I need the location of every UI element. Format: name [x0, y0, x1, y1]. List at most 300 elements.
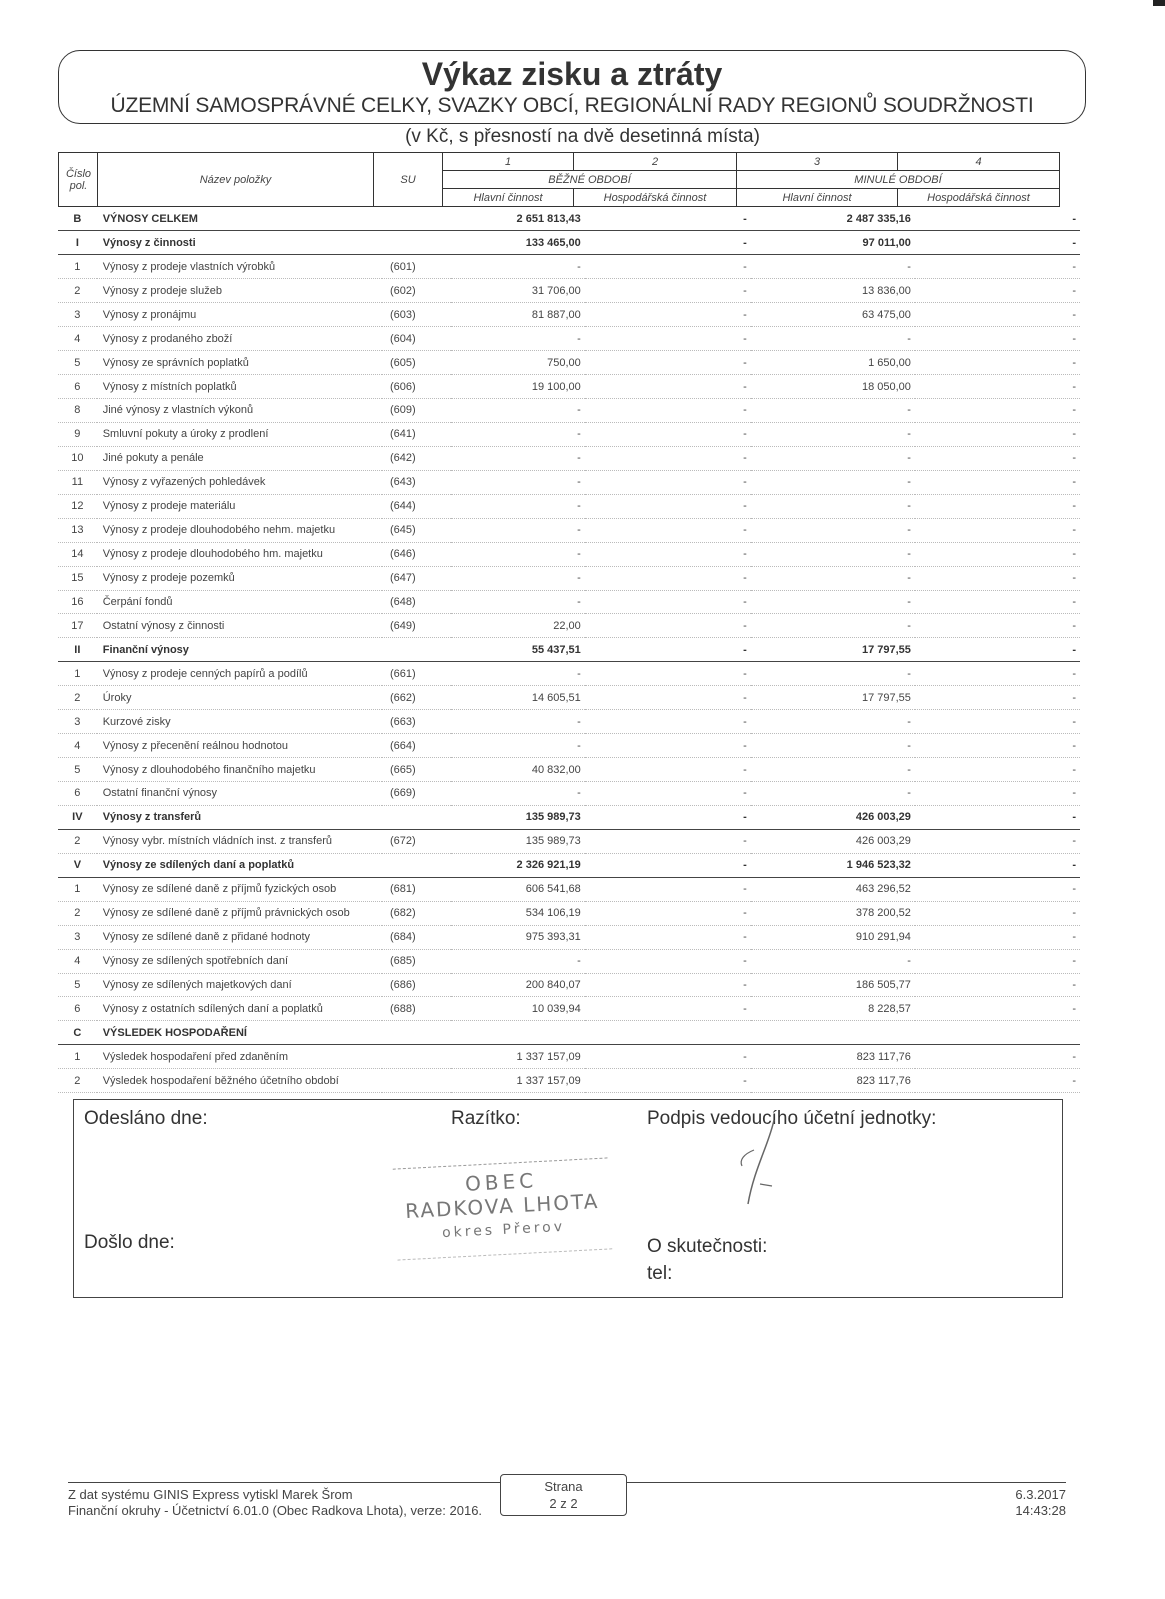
value-current-main: - [451, 662, 584, 686]
value-previous-economic: - [915, 590, 1080, 614]
row-number: C [58, 1021, 97, 1045]
item-name: Výnosy z pronájmu [97, 303, 382, 327]
item-name: Výnosy z transferů [97, 805, 382, 829]
stamp-line-3: okres Přerov [441, 1218, 566, 1242]
value-previous-main: - [751, 734, 915, 758]
value-current-main: - [451, 422, 584, 446]
value-previous-economic: - [915, 949, 1080, 973]
table-row [58, 470, 1080, 494]
value-previous-main: 823 117,76 [751, 1069, 915, 1093]
value-previous-main: - [751, 590, 915, 614]
value-previous-economic: - [915, 446, 1080, 470]
row-number: 3 [58, 710, 97, 734]
value-previous-economic: - [915, 662, 1080, 686]
value-previous-economic: - [915, 877, 1080, 901]
item-name: Výnosy z prodeje služeb [97, 279, 382, 303]
value-current-economic: - [585, 327, 751, 351]
account-code [382, 231, 451, 255]
value-current-main: 81 887,00 [451, 303, 584, 327]
account-code [382, 1021, 451, 1045]
row-number: 6 [58, 782, 97, 806]
table-row [58, 734, 1080, 758]
item-name: Výsledek hospodaření běžného účetního období [97, 1069, 382, 1093]
value-previous-economic: - [915, 566, 1080, 590]
value-previous-economic: - [915, 614, 1080, 638]
item-name: Výnosy ze sdílené daně z příjmů právnických osob [97, 901, 382, 925]
row-number: 10 [58, 446, 97, 470]
account-code: (665) [382, 758, 451, 782]
item-name: Výnosy z vyřazených pohledávek [97, 470, 382, 494]
header-period-current: BĚŽNÉ OBDOBÍ [442, 170, 737, 189]
table-row [58, 422, 1080, 446]
table-row [58, 255, 1080, 279]
header-col-4: 4 [897, 152, 1060, 171]
value-previous-main: 910 291,94 [751, 925, 915, 949]
sent-date-label: Odesláno dne: [84, 1108, 208, 1129]
value-current-economic: - [585, 1045, 751, 1069]
account-code: (662) [382, 686, 451, 710]
item-name: VÝSLEDEK HOSPODAŘENÍ [97, 1021, 382, 1045]
table-row [58, 662, 1080, 686]
row-number: 2 [58, 829, 97, 853]
value-previous-economic: - [915, 758, 1080, 782]
account-code: (641) [382, 422, 451, 446]
item-name: Výnosy z prodeje cenných papírů a podílů [97, 662, 382, 686]
value-current-main: 22,00 [451, 614, 584, 638]
table-row [58, 973, 1080, 997]
row-number: 3 [58, 303, 97, 327]
print-time: 14:43:28 [1015, 1503, 1066, 1518]
value-current-economic: - [585, 949, 751, 973]
account-code: (664) [382, 734, 451, 758]
value-current-economic: - [585, 997, 751, 1021]
table-row [58, 997, 1080, 1021]
value-current-economic: - [585, 375, 751, 399]
row-number: 4 [58, 734, 97, 758]
account-code [382, 207, 451, 231]
item-name: Jiné pokuty a penále [97, 446, 382, 470]
row-number: 1 [58, 255, 97, 279]
value-current-main: - [451, 327, 584, 351]
section-row [58, 853, 1080, 877]
table-row [58, 614, 1080, 638]
row-number: 4 [58, 327, 97, 351]
table-header [58, 152, 1080, 212]
value-previous-economic: - [915, 925, 1080, 949]
row-number: 15 [58, 566, 97, 590]
report-title: Výkaz zisku a ztráty [421, 56, 723, 92]
value-current-economic: - [585, 829, 751, 853]
header-main-activity-current: Hlavní činnost [442, 188, 574, 207]
value-previous-main: - [751, 542, 915, 566]
table-row [58, 494, 1080, 518]
value-previous-main: - [751, 662, 915, 686]
item-name: Výnosy z prodeje dlouhodobého nehm. majetku [97, 518, 382, 542]
row-number: 5 [58, 351, 97, 375]
value-current-economic: - [585, 973, 751, 997]
value-current-economic: - [585, 901, 751, 925]
page-value: 2 z 2 [549, 1496, 578, 1511]
table-row [58, 686, 1080, 710]
account-code: (663) [382, 710, 451, 734]
value-previous-economic: - [915, 686, 1080, 710]
footer-right [1015, 1487, 1066, 1519]
table-row [58, 279, 1080, 303]
header-col-pol: Číslo pol. [58, 152, 98, 207]
received-date-label: Došlo dne: [84, 1232, 175, 1253]
row-number: 1 [58, 1045, 97, 1069]
table-row [58, 351, 1080, 375]
account-code: (669) [382, 782, 451, 806]
value-previous-economic: - [915, 782, 1080, 806]
value-current-main: 19 100,00 [451, 375, 584, 399]
value-current-economic: - [585, 877, 751, 901]
header-economic-activity-current: Hospodářská činnost [573, 188, 737, 207]
value-previous-main: 97 011,00 [751, 231, 915, 255]
value-current-economic: - [585, 518, 751, 542]
footer-left [68, 1487, 482, 1519]
item-name: Výnosy z ostatních sdílených daní a poplatků [97, 997, 382, 1021]
report-subtitle: ÚZEMNÍ SAMOSPRÁVNÉ CELKY, SVAZKY OBCÍ, REGIONÁLNÍ RADY REGIONŮ SOUDRŽNOSTI [110, 94, 1034, 117]
value-current-economic: - [585, 494, 751, 518]
item-name: Ostatní finanční výnosy [97, 782, 382, 806]
value-current-economic: - [585, 853, 751, 877]
row-number: II [58, 638, 97, 662]
row-number: 4 [58, 949, 97, 973]
value-current-main: 40 832,00 [451, 758, 584, 782]
value-previous-main: 17 797,55 [751, 638, 915, 662]
item-name: Ostatní výnosy z činnosti [97, 614, 382, 638]
table-row [58, 399, 1080, 423]
row-number: 2 [58, 901, 97, 925]
account-code [382, 853, 451, 877]
value-current-main: 135 989,73 [451, 829, 584, 853]
row-number: 6 [58, 375, 97, 399]
value-previous-main: - [751, 782, 915, 806]
item-name: Výnosy z prodaného zboží [97, 327, 382, 351]
value-current-main: 133 465,00 [451, 231, 584, 255]
value-previous-main: 823 117,76 [751, 1045, 915, 1069]
value-current-economic: - [585, 638, 751, 662]
value-previous-main: - [751, 518, 915, 542]
item-name: Výnosy z prodeje vlastních výrobků [97, 255, 382, 279]
account-code: (606) [382, 375, 451, 399]
table-row [58, 782, 1080, 806]
account-code: (661) [382, 662, 451, 686]
section-row [58, 638, 1080, 662]
value-current-main: - [451, 949, 584, 973]
value-previous-main: 378 200,52 [751, 901, 915, 925]
value-previous-main: 63 475,00 [751, 303, 915, 327]
value-current-main: 200 840,07 [451, 973, 584, 997]
value-previous-economic: - [915, 853, 1080, 877]
value-previous-economic: - [915, 638, 1080, 662]
row-number: 8 [58, 399, 97, 423]
account-code: (688) [382, 997, 451, 1021]
item-name: Výsledek hospodaření před zdaněním [97, 1045, 382, 1069]
value-previous-economic [915, 1021, 1080, 1045]
value-current-main: 135 989,73 [451, 805, 584, 829]
account-code: (649) [382, 614, 451, 638]
income-statement-table [58, 207, 1080, 1093]
value-previous-economic: - [915, 375, 1080, 399]
value-previous-economic: - [915, 734, 1080, 758]
account-code: (609) [382, 399, 451, 423]
value-previous-main: - [751, 399, 915, 423]
item-name: Výnosy z prodeje materiálu [97, 494, 382, 518]
table-row [58, 901, 1080, 925]
value-current-main: 2 651 813,43 [451, 207, 584, 231]
header-period-previous: MINULÉ OBDOBÍ [736, 170, 1060, 189]
value-previous-economic: - [915, 973, 1080, 997]
value-previous-main: 1 946 523,32 [751, 853, 915, 877]
value-current-economic: - [585, 758, 751, 782]
table-row [58, 566, 1080, 590]
account-code: (645) [382, 518, 451, 542]
item-name: Jiné výnosy z vlastních výkonů [97, 399, 382, 423]
account-code: (601) [382, 255, 451, 279]
value-previous-main: 17 797,55 [751, 686, 915, 710]
value-current-economic: - [585, 470, 751, 494]
account-code: (604) [382, 327, 451, 351]
responsible-person-label: O skutečnosti: [647, 1236, 768, 1257]
account-code: (682) [382, 901, 451, 925]
value-current-main: - [451, 734, 584, 758]
value-previous-economic: - [915, 351, 1080, 375]
header-economic-activity-previous: Hospodářská činnost [897, 188, 1060, 207]
item-name: Výnosy ze sdílených daní a poplatků [97, 853, 382, 877]
row-number: 2 [58, 686, 97, 710]
row-number: 5 [58, 973, 97, 997]
value-previous-main: - [751, 255, 915, 279]
section-row [58, 207, 1080, 231]
footer-system-version: Finanční okruhy - Účetnictví 6.01.0 (Obec Radkova Lhota), verze: 2016. [68, 1503, 483, 1518]
value-current-main: - [451, 710, 584, 734]
value-previous-economic: - [915, 207, 1080, 231]
stamp-label: Razítko: [451, 1108, 521, 1129]
row-number: 11 [58, 470, 97, 494]
header-col-su: SU [373, 152, 443, 207]
scan-edge-mark [1153, 0, 1165, 6]
value-current-main: - [451, 782, 584, 806]
item-name: Úroky [97, 686, 382, 710]
value-previous-economic: - [915, 303, 1080, 327]
item-name: Výnosy ze správních poplatků [97, 351, 382, 375]
value-current-economic: - [585, 782, 751, 806]
value-current-main: 55 437,51 [451, 638, 584, 662]
item-name: Výnosy ze sdílených spotřebních daní [97, 949, 382, 973]
value-current-main: 1 337 157,09 [451, 1069, 584, 1093]
value-previous-main: - [751, 494, 915, 518]
item-name: Výnosy ze sdílené daně z přidané hodnoty [97, 925, 382, 949]
value-current-economic: - [585, 303, 751, 327]
value-previous-economic: - [915, 494, 1080, 518]
value-previous-main: - [751, 470, 915, 494]
item-name: Finanční výnosy [97, 638, 382, 662]
item-name: Výnosy z prodeje dlouhodobého hm. majetku [97, 542, 382, 566]
table-row [58, 1069, 1080, 1093]
account-code: (603) [382, 303, 451, 327]
item-name: Výnosy vybr. místních vládních inst. z transferů [97, 829, 382, 853]
value-current-main: - [451, 590, 584, 614]
page-footer [68, 1479, 1066, 1522]
value-current-main: 31 706,00 [451, 279, 584, 303]
item-name: Výnosy z dlouhodobého finančního majetku [97, 758, 382, 782]
value-current-economic: - [585, 255, 751, 279]
page-label: Strana [544, 1479, 583, 1494]
value-previous-main: - [751, 614, 915, 638]
value-current-economic: - [585, 351, 751, 375]
value-previous-economic: - [915, 1045, 1080, 1069]
table-body [58, 207, 1080, 1093]
table-row [58, 518, 1080, 542]
page-number-box [500, 1474, 627, 1516]
value-current-main: 2 326 921,19 [451, 853, 584, 877]
value-previous-economic: - [915, 997, 1080, 1021]
row-number: 3 [58, 925, 97, 949]
row-number: 5 [58, 758, 97, 782]
value-current-main: 10 039,94 [451, 997, 584, 1021]
account-code: (684) [382, 925, 451, 949]
value-current-economic: - [585, 207, 751, 231]
phone-label: tel: [647, 1263, 673, 1284]
value-previous-main: 2 487 335,16 [751, 207, 915, 231]
section-row [58, 231, 1080, 255]
row-number: 6 [58, 997, 97, 1021]
account-code: (643) [382, 470, 451, 494]
handwritten-signature [714, 1114, 814, 1214]
item-name: Smluvní pokuty a úroky z prodlení [97, 422, 382, 446]
table-row [58, 877, 1080, 901]
value-current-economic: - [585, 662, 751, 686]
row-number: 16 [58, 590, 97, 614]
item-name: Výnosy z přecenění reálnou hodnotou [97, 734, 382, 758]
header-main-activity-previous: Hlavní činnost [736, 188, 898, 207]
value-previous-main: 13 836,00 [751, 279, 915, 303]
row-number: I [58, 231, 97, 255]
value-current-economic: - [585, 805, 751, 829]
municipality-stamp [393, 1157, 613, 1260]
value-current-economic: - [585, 925, 751, 949]
value-previous-main: - [751, 446, 915, 470]
table-row [58, 446, 1080, 470]
value-current-main: - [451, 446, 584, 470]
value-previous-main: - [751, 422, 915, 446]
item-name: Výnosy ze sdílené daně z příjmů fyzických osob [97, 877, 382, 901]
account-code: (646) [382, 542, 451, 566]
account-code: (605) [382, 351, 451, 375]
value-previous-main: 463 296,52 [751, 877, 915, 901]
value-current-economic: - [585, 446, 751, 470]
value-previous-economic: - [915, 255, 1080, 279]
row-number: 1 [58, 662, 97, 686]
value-previous-economic: - [915, 470, 1080, 494]
account-code: (647) [382, 566, 451, 590]
value-previous-main: 1 650,00 [751, 351, 915, 375]
header-col-2: 2 [573, 152, 737, 171]
value-previous-main: 18 050,00 [751, 375, 915, 399]
account-code: (681) [382, 877, 451, 901]
item-name: VÝNOSY CELKEM [97, 207, 382, 231]
value-current-main: 534 106,19 [451, 901, 584, 925]
account-code [382, 638, 451, 662]
value-previous-main: - [751, 758, 915, 782]
signature-label: Podpis vedoucího účetní jednotky: [647, 1108, 937, 1129]
value-current-economic: - [585, 422, 751, 446]
value-previous-economic: - [915, 710, 1080, 734]
value-previous-main: - [751, 566, 915, 590]
stamp-line-2: RADKOVA LHOTA [404, 1188, 600, 1224]
value-current-economic: - [585, 231, 751, 255]
value-previous-economic: - [915, 279, 1080, 303]
value-previous-main [751, 1021, 915, 1045]
value-current-main: - [451, 494, 584, 518]
row-number: 12 [58, 494, 97, 518]
value-current-economic: - [585, 566, 751, 590]
table-row [58, 829, 1080, 853]
value-previous-economic: - [915, 422, 1080, 446]
table-row [58, 375, 1080, 399]
value-previous-economic: - [915, 327, 1080, 351]
account-code: (672) [382, 829, 451, 853]
account-code [382, 1045, 451, 1069]
item-name: Výnosy ze sdílených majetkových daní [97, 973, 382, 997]
print-date: 6.3.2017 [1015, 1487, 1066, 1502]
row-number: B [58, 207, 97, 231]
table-row [58, 949, 1080, 973]
stamp-line-1: OBEC [464, 1168, 538, 1196]
value-previous-economic: - [915, 805, 1080, 829]
account-code: (644) [382, 494, 451, 518]
item-name: Výnosy z činnosti [97, 231, 382, 255]
value-previous-main: - [751, 327, 915, 351]
table-row [58, 710, 1080, 734]
value-current-main: - [451, 255, 584, 279]
value-previous-economic: - [915, 542, 1080, 566]
value-current-main: - [451, 399, 584, 423]
value-previous-economic: - [915, 231, 1080, 255]
item-name: Výnosy z prodeje pozemků [97, 566, 382, 590]
row-number: 1 [58, 877, 97, 901]
value-current-main: 606 541,68 [451, 877, 584, 901]
value-previous-main: 426 003,29 [751, 829, 915, 853]
value-previous-economic: - [915, 1069, 1080, 1093]
account-code: (686) [382, 973, 451, 997]
value-previous-main: 186 505,77 [751, 973, 915, 997]
account-code: (685) [382, 949, 451, 973]
row-number: V [58, 853, 97, 877]
section-row [58, 805, 1080, 829]
account-code [382, 805, 451, 829]
item-name: Kurzové zisky [97, 710, 382, 734]
value-current-economic: - [585, 614, 751, 638]
value-previous-economic: - [915, 829, 1080, 853]
header-col-1: 1 [442, 152, 574, 171]
value-current-main [451, 1021, 584, 1045]
table-row [58, 303, 1080, 327]
table-row [58, 758, 1080, 782]
value-previous-economic: - [915, 518, 1080, 542]
account-code: (648) [382, 590, 451, 614]
row-number: 9 [58, 422, 97, 446]
header-col-name: Název položky [97, 152, 374, 207]
item-name: Čerpání fondů [97, 590, 382, 614]
value-current-main: 975 393,31 [451, 925, 584, 949]
account-code [382, 1069, 451, 1093]
section-row [58, 1021, 1080, 1045]
value-current-main: 750,00 [451, 351, 584, 375]
report-title-box [58, 50, 1086, 124]
